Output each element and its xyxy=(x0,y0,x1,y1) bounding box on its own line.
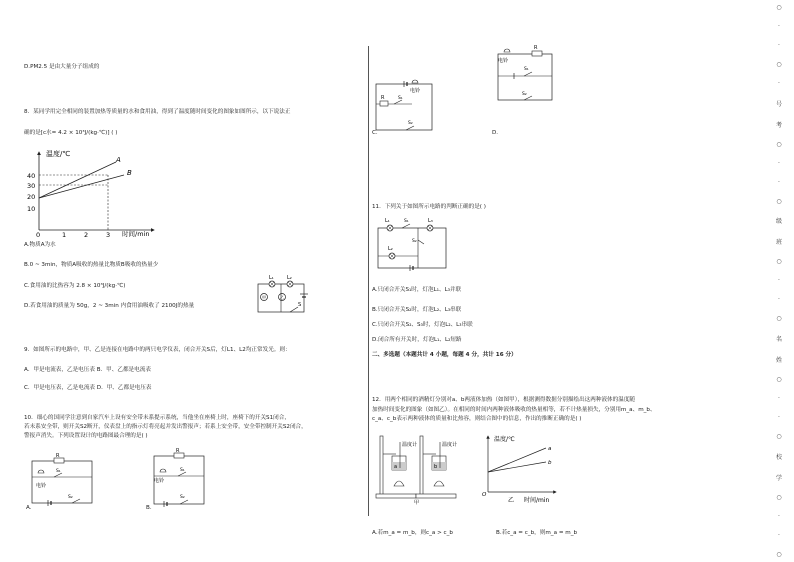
q9-options-cd: C．甲是电压表，乙是电流表 D．甲、乙都是电压表 xyxy=(24,385,152,391)
svg-text:S₁: S₁ xyxy=(524,67,529,72)
y-tick-20: 20 xyxy=(27,193,36,201)
q8-temperature-graph xyxy=(24,146,164,240)
label-b: B xyxy=(127,169,132,177)
q8-option-b: B.0 ~ 3min，物质A吸收的热量比物质B吸收的热量少 xyxy=(24,262,159,268)
q10-circuit-d xyxy=(494,40,558,104)
q10-stem-line3: 警报声消失。下列设置设计的电路图最合理的是( ) xyxy=(24,433,148,439)
q10-opt-a: A. xyxy=(26,505,32,511)
svg-text:S₂: S₂ xyxy=(412,239,417,244)
svg-text:S₂: S₂ xyxy=(408,121,413,126)
column-divider xyxy=(368,46,369,516)
svg-text:R: R xyxy=(534,45,538,51)
sidebar-label-3: 班 xyxy=(775,239,782,247)
svg-text:S₁: S₁ xyxy=(56,469,61,474)
section-2-heading: 二、多选题（本题共计 4 小题，每题 4 分，共计 16 分） xyxy=(372,352,517,358)
q12-apparatus-jia xyxy=(374,432,478,504)
q11-option-c: C.只闭合开关S₂、S₃时，灯泡L₂、L₃串联 xyxy=(372,322,473,328)
q11-circuit-diagram xyxy=(374,216,450,274)
sidebar-label-7: 学 xyxy=(775,474,782,482)
q11-option-a: A.只闭合开关S₁时，灯泡L₁、L₃并联 xyxy=(372,287,462,293)
svg-text:S₁: S₁ xyxy=(180,468,185,473)
q12-stem-line3: c_a、c_b表示两种液体的质量和比热容，则结合图中的信息，作出的推断正确的是( ) xyxy=(372,416,582,422)
svg-text:温度/℃: 温度/℃ xyxy=(494,436,515,443)
svg-text:L₁: L₁ xyxy=(269,275,274,281)
svg-text:乙: 乙 xyxy=(508,497,515,504)
svg-text:时间/min: 时间/min xyxy=(524,497,550,504)
svg-text:L₂: L₂ xyxy=(287,275,292,281)
sidebar-label-0: 号 xyxy=(775,100,782,108)
svg-text:电铃: 电铃 xyxy=(36,483,47,489)
y-tick-30: 30 xyxy=(27,182,36,190)
q10-opt-c: C. xyxy=(372,130,378,136)
svg-text:O: O xyxy=(482,492,487,498)
q8-option-c: C.食用油的比热容为 2.8 × 10³J/(kg·℃) xyxy=(24,283,126,289)
q10-circuit-a xyxy=(28,455,96,507)
x-tick-0: 0 xyxy=(36,231,41,239)
q12-graph-yi xyxy=(480,432,560,504)
q10-circuit-c xyxy=(372,76,436,134)
svg-text:电铃: 电铃 xyxy=(410,88,421,94)
svg-text:电铃: 电铃 xyxy=(498,58,509,64)
svg-text:S: S xyxy=(298,302,302,308)
svg-text:乙: 乙 xyxy=(280,295,284,300)
svg-text:电铃: 电铃 xyxy=(154,478,165,484)
q11-option-b: B.只闭合开关S₂时，灯泡L₂、L₃串联 xyxy=(372,307,462,313)
q9-circuit-diagram xyxy=(252,274,312,316)
graph-ylabel: 温度/℃ xyxy=(46,150,71,158)
q8-option-a: A.物质A为水 xyxy=(24,242,56,248)
svg-text:R: R xyxy=(176,448,180,454)
svg-text:S₂: S₂ xyxy=(522,92,527,97)
svg-text:甲: 甲 xyxy=(414,500,420,506)
sidebar-label-2: 级 xyxy=(775,218,782,226)
svg-text:R: R xyxy=(56,453,60,459)
q8-option-d: D.若食用油的质量为 50g，2 ~ 3min 内食用油吸收了 2100J的热量 xyxy=(24,303,195,309)
q12-stem-line1: 12．用两个相同的酒精灯分别对a、b两液体加热（如图甲），根据测得数据分别描绘出这两种液体的温度随 xyxy=(372,397,636,403)
q10-opt-b: B. xyxy=(146,505,152,511)
graph-xlabel: 时间/min xyxy=(122,230,150,238)
label-a: A xyxy=(116,156,121,164)
x-tick-2: 2 xyxy=(84,231,89,239)
q8-stem-line1: 8．某同学用完全相同的装置加热等质量的水和食用油，得到了温度随时间变化的图象如图所示，以下说法正 xyxy=(24,109,291,115)
q12-option-a: A.若m_a = m_b，则c_a > c_b xyxy=(372,530,453,536)
svg-text:S₁: S₁ xyxy=(404,219,409,224)
q10-stem-line2: 若未系安全带，则开关S2断开，仪表盘上的指示灯将亮起并发出警报声；若系上安全带，安全带控制开关S2闭合， xyxy=(24,424,307,430)
q9-stem: 9．如图所示的电路中，甲、乙是连接在电路中的两只电学仪表，闭合开关S后，灯L1、L2均正常发光。则： xyxy=(24,347,291,353)
svg-text:a: a xyxy=(548,446,552,452)
x-tick-3: 3 xyxy=(106,231,111,239)
x-tick-1: 1 xyxy=(62,231,67,239)
svg-text:a: a xyxy=(394,464,398,470)
q10-stem-line1: 10．细心的国同学注意到自家汽车上设有安全带未系提示系统，当他坐在座椅上时，座椅下的开关S1闭合， xyxy=(24,415,290,421)
q10-opt-d: D. xyxy=(492,130,499,136)
svg-text:温度计: 温度计 xyxy=(402,442,418,448)
q10-circuit-b xyxy=(150,448,210,510)
sidebar-label-5: 姓 xyxy=(775,357,782,365)
svg-text:L₁: L₁ xyxy=(385,218,390,224)
svg-text:甲: 甲 xyxy=(262,295,266,300)
q9-options-ab: A．甲是电流表，乙是电压表 B．甲、乙都是电流表 xyxy=(24,367,151,373)
sidebar-label-4: 名 xyxy=(775,336,782,344)
binding-margin: ○ · · ○ · 号 考 ○ · · ○ 级 班 ○ · · ○ 名 姓 ○ · · ○ 校 学 ○ · · ○ xyxy=(775,4,782,558)
y-tick-10: 10 xyxy=(27,205,36,213)
svg-text:R: R xyxy=(381,95,385,101)
svg-text:温度计: 温度计 xyxy=(442,442,458,448)
q11-stem: 11．下列关于如图所示电路的判断正确的是( ) xyxy=(372,204,486,210)
q12-option-b: B.若c_a = c_b，则m_a = m_b xyxy=(496,530,578,536)
svg-text:b: b xyxy=(548,460,552,466)
q8-stem-line2: 确的是[c水= 4.2 × 10³J/(kg·℃)] ( ) xyxy=(24,130,118,136)
svg-text:S₁: S₁ xyxy=(398,96,403,101)
option-d-prev: D.PM2.5 是由大量分子组成的 xyxy=(24,64,100,70)
sidebar-label-1: 考 xyxy=(775,121,782,129)
svg-text:L₃: L₃ xyxy=(428,218,433,224)
q12-stem-line2: 加热时间变化的图象（如图乙）。在相同的时间内两种液体吸收的热量相等，若不计热量损失，分别用m_a、m_b、 xyxy=(372,407,656,413)
svg-text:L₂: L₂ xyxy=(388,246,393,252)
svg-text:S₂: S₂ xyxy=(68,495,73,500)
q11-option-d: D.闭合所有开关时，灯泡L₁、L₂短路 xyxy=(372,337,462,343)
svg-text:b: b xyxy=(434,464,438,470)
y-tick-40: 40 xyxy=(27,172,36,180)
sidebar-label-6: 校 xyxy=(775,453,782,461)
svg-text:S₂: S₂ xyxy=(180,495,185,500)
